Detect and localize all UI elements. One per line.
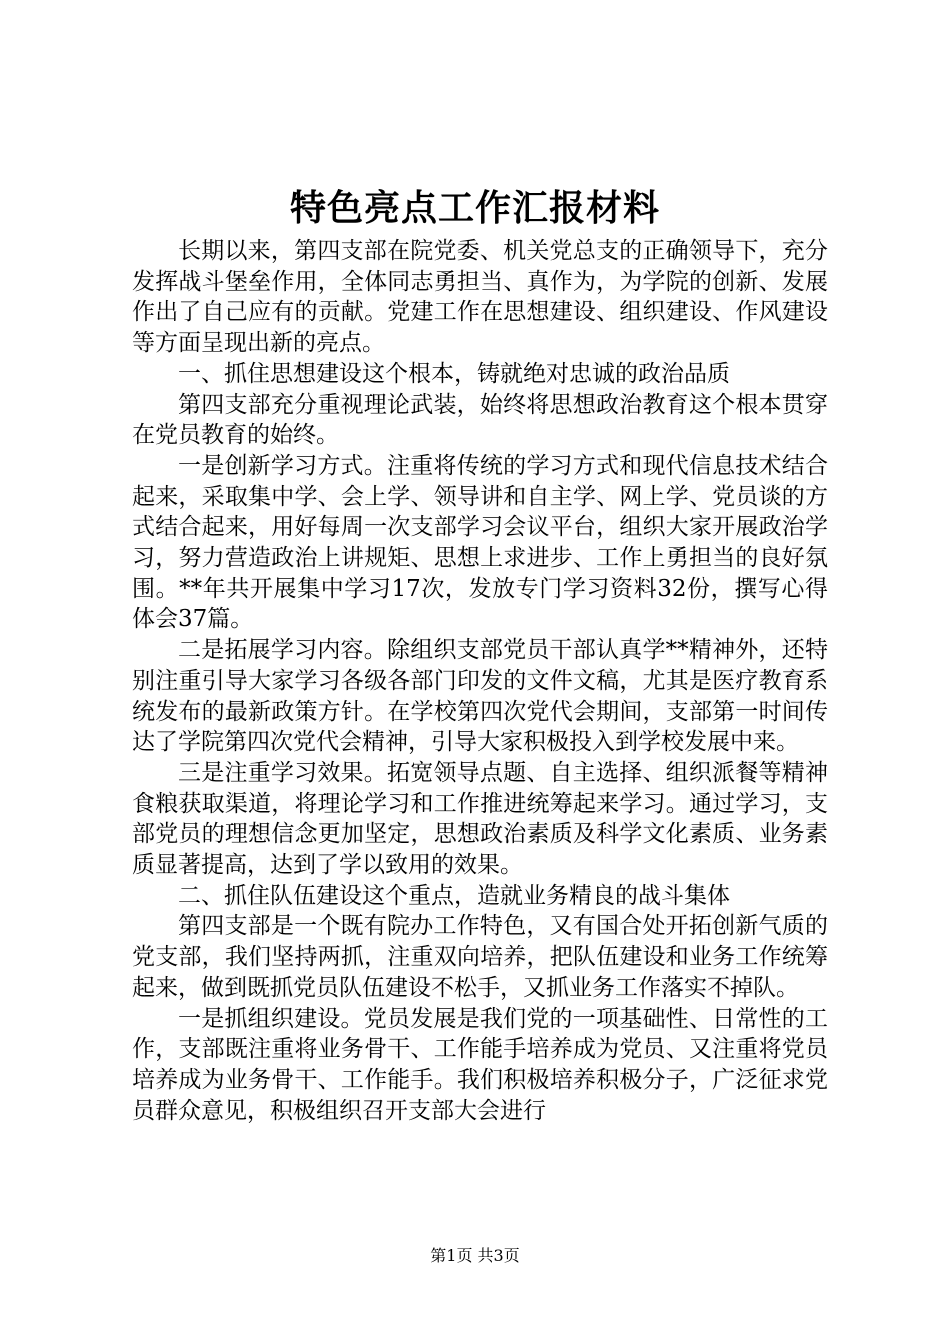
section-1-intro: 第四支部充分重视理论武装，始终将思想政治教育这个根本贯穿在党员教育的始终。 (132, 391, 828, 449)
section-1-point-1: 一是创新学习方式。注重将传统的学习方式和现代信息技术结合起来，采取集中学、会上学、领导讲和自主学、网上学、党员谈的方式结合起来，用好每周一次支部学习会议平台，组织大家开展政治学习，努力营造政治上讲规矩、思想上求进步、工作上勇担当的良好氛围。**年共开展集中学习17次，发放专门学习资料32份，撰写心得体会37篇。 (132, 452, 828, 633)
section-1-point-3: 三是注重学习效果。拓宽领导点题、自主选择、组织派餐等精神食粮获取渠道，将理论学习和工作推进统筹起来学习。通过学习，支部党员的理想信念更加坚定，思想政治素质及科学文化素质、业务素质显著提高，达到了学以致用的效果。 (132, 759, 828, 879)
intro-paragraph: 长期以来，第四支部在院党委、机关党总支的正确领导下，充分发挥战斗堡垒作用，全体同志勇担当、真作为，为学院的创新、发展作出了自己应有的贡献。党建工作在思想建设、组织建设、作风建设等方面呈现出新的亮点。 (132, 238, 828, 357)
section-2-point-1: 一是抓组织建设。党员发展是我们党的一项基础性、日常性的工作，支部既注重将业务骨干、工作能手培养成为党员、又注重将党员培养成为业务骨干、工作能手。我们积极培养积极分子，广泛征求党员群众意见，积极组织召开支部大会进行 (132, 1005, 828, 1124)
page-number-footer: 第1页 共3页 (430, 1246, 520, 1265)
document-title: 特色亮点工作汇报材料 (289, 187, 660, 229)
section-heading-1: 一、抓住思想建设这个根本，铸就绝对忠诚的政治品质 (178, 360, 730, 387)
document-body (132, 236, 828, 1126)
section-2-intro: 第四支部是一个既有院办工作特色，又有国合处开拓创新气质的党支部，我们坚持两抓，注重双向培养，把队伍建设和业务工作统筹起来，做到既抓党员队伍建设不松手，又抓业务工作落实不掉队。 (132, 913, 828, 1001)
section-heading-2: 二、抓住队伍建设这个重点，造就业务精良的战斗集体 (178, 882, 730, 909)
section-1-point-2: 二是拓展学习内容。除组织支部党员干部认真学**精神外，还特别注重引导大家学习各级各部门印发的文件文稿，尤其是医疗教育系统发布的最新政策方针。在学校第四次党代会期间，支部第一时间传达了学院第四次党代会精神，引导大家积极投入到学校发展中来。 (132, 637, 828, 756)
